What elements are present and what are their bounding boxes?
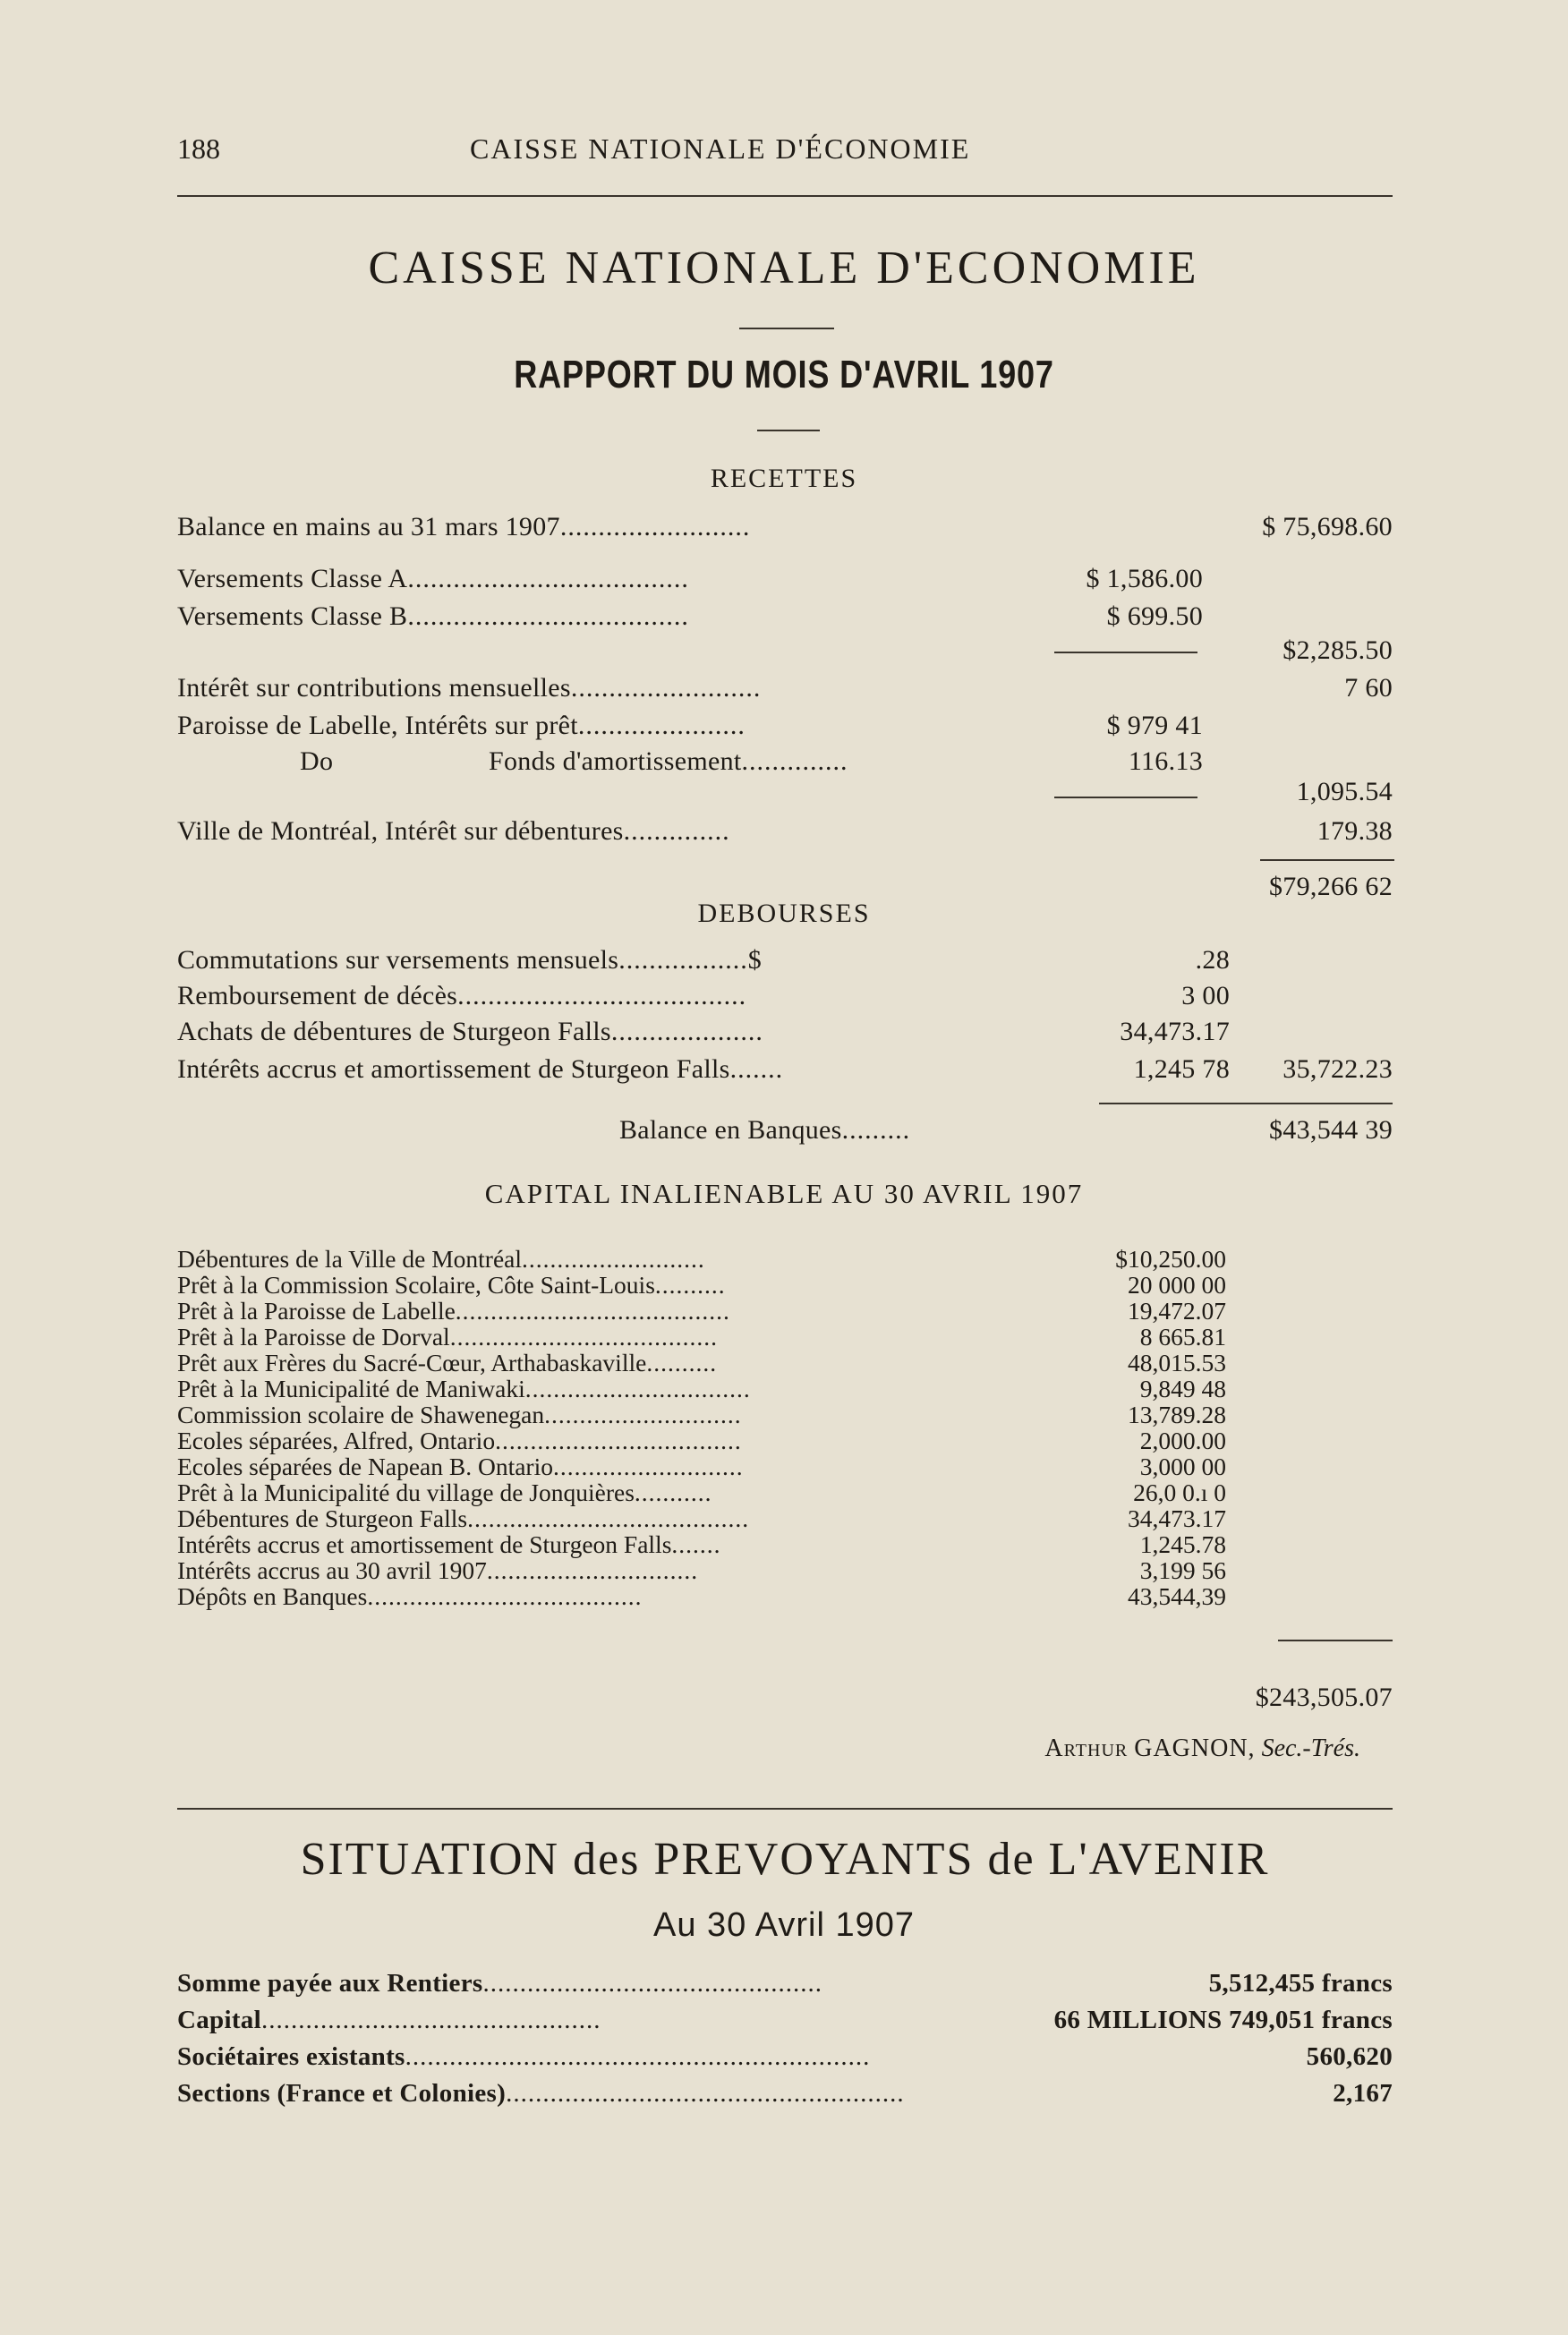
capital-item-value: 19,472.07 — [1128, 1297, 1226, 1325]
recettes-heading: RECETTES — [710, 464, 858, 493]
capital-item-label: Prêt à la Paroisse de Labelle....................................... — [177, 1297, 730, 1325]
list-item — [177, 2039, 1393, 2075]
recettes-row-montreal — [177, 816, 730, 847]
capital-item-label: Prêt à la Paroisse de Dorval...................................... — [177, 1323, 718, 1351]
recettes-classe-b-amount: $ 699.50 — [1106, 601, 1203, 631]
list-item — [177, 1531, 1226, 1557]
recettes-row-classe-b — [177, 601, 689, 632]
debourses-row-achats — [177, 1017, 763, 1047]
subtitle-divider — [757, 430, 820, 431]
leader-dots: ......................... — [570, 673, 762, 703]
row-label: Commutations sur versements mensuels — [177, 945, 619, 975]
capital-item-value: 9,849 48 — [1139, 1375, 1226, 1402]
capital-total: $243,505.07 — [1255, 1683, 1393, 1712]
recettes-row-labelle-fonds — [300, 746, 333, 777]
section-rule — [177, 1808, 1393, 1810]
recettes-labelle-subtotal: 1,095.54 — [1296, 777, 1393, 806]
list-item — [177, 1402, 1226, 1427]
signature-title: Sec.-Trés. — [1261, 1734, 1360, 1762]
row-label: Intérêt sur contributions mensuelles — [177, 673, 571, 703]
capital-item-value: 8 665.81 — [1139, 1323, 1226, 1351]
recettes-row-labelle-fonds-label — [489, 746, 848, 777]
subtotal-rule — [1054, 797, 1197, 798]
leader-dots: .............. — [623, 816, 730, 846]
capital-item-label: Débentures de la Ville de Montréal.......................... — [177, 1245, 705, 1273]
debourses-deces-amount: 3 00 — [1181, 981, 1230, 1010]
capital-heading: CAPITAL INALIENABLE AU 30 AVRIL 1907 — [484, 1178, 1084, 1209]
capital-item-label: Prêt à la Commission Scolaire, Côte Saint-Louis.......... — [177, 1271, 726, 1299]
capital-item-value: 48,015.53 — [1128, 1349, 1226, 1376]
signature-first-name: Arthur — [1044, 1734, 1129, 1762]
list-item — [177, 2075, 1393, 2112]
page-number: 188 — [177, 132, 220, 165]
running-title: CAISSE NATIONALE D'ÉCONOMIE — [470, 132, 971, 165]
list-item — [177, 1557, 1226, 1583]
debourses-row-deces — [177, 981, 746, 1011]
row-label: Balance en mains au 31 mars 1907 — [177, 512, 560, 541]
leader-dots: ......................... — [559, 512, 751, 541]
capital-item-label: Intérêts accrus au 30 avril 1907.............................. — [177, 1556, 699, 1584]
list-item — [177, 1376, 1226, 1402]
debourses-row-interets-sturgeon — [177, 1054, 783, 1085]
row-label: Versements Classe A — [177, 564, 408, 593]
balance-label: Balance en Banques — [619, 1115, 842, 1145]
capital-item-value: 13,789.28 — [1128, 1401, 1226, 1428]
capital-item-label: Dépôts en Banques....................................... — [177, 1582, 643, 1610]
list-item — [177, 1427, 1226, 1453]
capital-item-label: Prêt à la Municipalité de Maniwaki................................ — [177, 1375, 751, 1402]
header-rule — [177, 195, 1393, 197]
title-divider — [739, 328, 834, 329]
leader-dots: ......... — [841, 1115, 911, 1145]
list-item — [177, 1246, 1226, 1272]
situation-title: SITUATION des PREVOYANTS de L'AVENIR — [300, 1834, 1270, 1885]
capital-item-value: 3,199 56 — [1139, 1556, 1226, 1584]
capital-item-value: 20 000 00 — [1128, 1271, 1226, 1299]
leader-dots: ...................................... — [457, 981, 747, 1010]
capital-item-value: $10,250.00 — [1115, 1245, 1226, 1273]
situation-item-value: 5,512,455 francs — [1208, 1969, 1393, 1998]
row-label: Remboursement de décès — [177, 981, 458, 1010]
list-item — [177, 1479, 1226, 1505]
recettes-row-labelle-interets — [177, 711, 746, 741]
total-rule — [1260, 859, 1394, 861]
capital-item-label: Débentures de Sturgeon Falls........................................ — [177, 1504, 750, 1532]
leader-dots: .................... — [610, 1017, 763, 1046]
list-item — [177, 1453, 1226, 1479]
recettes-versements-subtotal: $2,285.50 — [1283, 635, 1393, 665]
leader-dots: ...................... — [577, 711, 746, 740]
capital-total-rule — [1278, 1640, 1393, 1641]
recettes-montreal-total: 179.38 — [1317, 816, 1393, 846]
recettes-labelle-interets-amount: $ 979 41 — [1106, 711, 1203, 740]
debourses-commutations-amount: .28 — [1195, 945, 1230, 975]
report-title: CAISSE NATIONALE D'ECONOMIE — [368, 243, 1200, 294]
debourses-achats-amount: 34,473.17 — [1120, 1017, 1230, 1046]
capital-item-value: 34,473.17 — [1128, 1504, 1226, 1532]
leader-dots: ....... — [729, 1054, 784, 1084]
capital-item-label: Ecoles séparées, Alfred, Ontario................................... — [177, 1427, 742, 1454]
row-label: Paroisse de Labelle, Intérêts sur prêt — [177, 711, 578, 740]
row-label-do: Do — [300, 746, 334, 776]
capital-item-value: 1,245.78 — [1139, 1530, 1226, 1558]
dollar-sign: $ — [747, 945, 763, 975]
situation-date: Au 30 Avril 1907 — [652, 1906, 916, 1944]
capital-item-label: Ecoles séparées de Napean B. Ontario........................... — [177, 1453, 744, 1480]
signature — [1044, 1734, 1360, 1763]
list-item — [177, 1272, 1226, 1298]
situation-list — [177, 1965, 1393, 2112]
list-item — [177, 1583, 1226, 1609]
situation-item-value: 560,620 — [1306, 2042, 1393, 2071]
signature-last-name: GAGNON, — [1134, 1734, 1256, 1762]
capital-list — [177, 1246, 1251, 1609]
list-item — [177, 1350, 1226, 1376]
debourses-total: 35,722.23 — [1283, 1054, 1393, 1084]
capital-item-label: Prêt aux Frères du Sacré-Cœur, Arthabaskaville.......... — [177, 1349, 718, 1376]
capital-item-label: Prêt à la Municipalité du village de Jonquières........... — [177, 1479, 712, 1506]
row-label: Ville de Montréal, Intérêt sur débentures — [177, 816, 624, 846]
debourses-heading: DEBOURSES — [697, 899, 871, 928]
situation-item-label: Somme payée aux Rentiers.............................................. — [177, 1969, 822, 1998]
recettes-balance-mars-total: $ 75,698.60 — [1262, 512, 1393, 541]
recettes-row-balance-mars — [177, 512, 750, 542]
subtotal-rule — [1054, 652, 1197, 653]
list-item — [177, 2002, 1393, 2039]
row-label: Intérêts accrus et amortissement de Sturgeon Falls — [177, 1054, 730, 1084]
capital-item-value: 26,0 0.ı 0 — [1133, 1479, 1226, 1506]
recettes-interet-total: 7 60 — [1344, 673, 1393, 703]
list-item — [177, 1298, 1226, 1324]
row-label: Achats de débentures de Sturgeon Falls — [177, 1017, 611, 1046]
situation-item-label: Sections (France et Colonies)...................................................... — [177, 2079, 905, 2108]
balance-banques-row — [619, 1115, 910, 1146]
situation-item-label: Capital.............................................. — [177, 2006, 601, 2034]
debourses-interets-sturgeon-amount: 1,245 78 — [1133, 1054, 1230, 1084]
recettes-labelle-fonds-amount: 116.13 — [1128, 746, 1203, 776]
leader-dots: ..................................... — [407, 564, 689, 593]
capital-item-value: 2,000.00 — [1139, 1427, 1226, 1454]
capital-item-value: 43,544,39 — [1128, 1582, 1226, 1610]
row-label: Fonds d'amortissement — [489, 746, 742, 776]
recettes-row-classe-a — [177, 564, 689, 594]
leader-dots: .............. — [741, 746, 848, 776]
total-rule — [1099, 1103, 1393, 1104]
recettes-grand-total: $79,266 62 — [1269, 872, 1393, 901]
situation-item-label: Sociétaires existants............................................................... — [177, 2042, 871, 2071]
capital-item-label: Intérêts accrus et amortissement de Sturgeon Falls....... — [177, 1530, 721, 1558]
list-item — [177, 1965, 1393, 2002]
recettes-row-interet — [177, 673, 761, 703]
leader-dots: ..................................... — [407, 601, 689, 631]
debourses-row-commutations — [177, 945, 762, 976]
capital-item-label: Commission scolaire de Shawenegan............................ — [177, 1401, 742, 1428]
situation-item-value: 66 MILLIONS 749,051 francs — [1053, 2006, 1393, 2034]
list-item — [177, 1505, 1226, 1531]
list-item — [177, 1324, 1226, 1350]
report-subtitle: RAPPORT DU MOIS D'AVRIL 1907 — [514, 353, 1054, 396]
balance-banques-value: $43,544 39 — [1269, 1115, 1393, 1145]
row-label: Versements Classe B — [177, 601, 408, 631]
recettes-classe-a-amount: $ 1,586.00 — [1086, 564, 1203, 593]
situation-item-value: 2,167 — [1333, 2079, 1393, 2108]
leader-dots: ................. — [618, 945, 748, 975]
capital-item-value: 3,000 00 — [1139, 1453, 1226, 1480]
